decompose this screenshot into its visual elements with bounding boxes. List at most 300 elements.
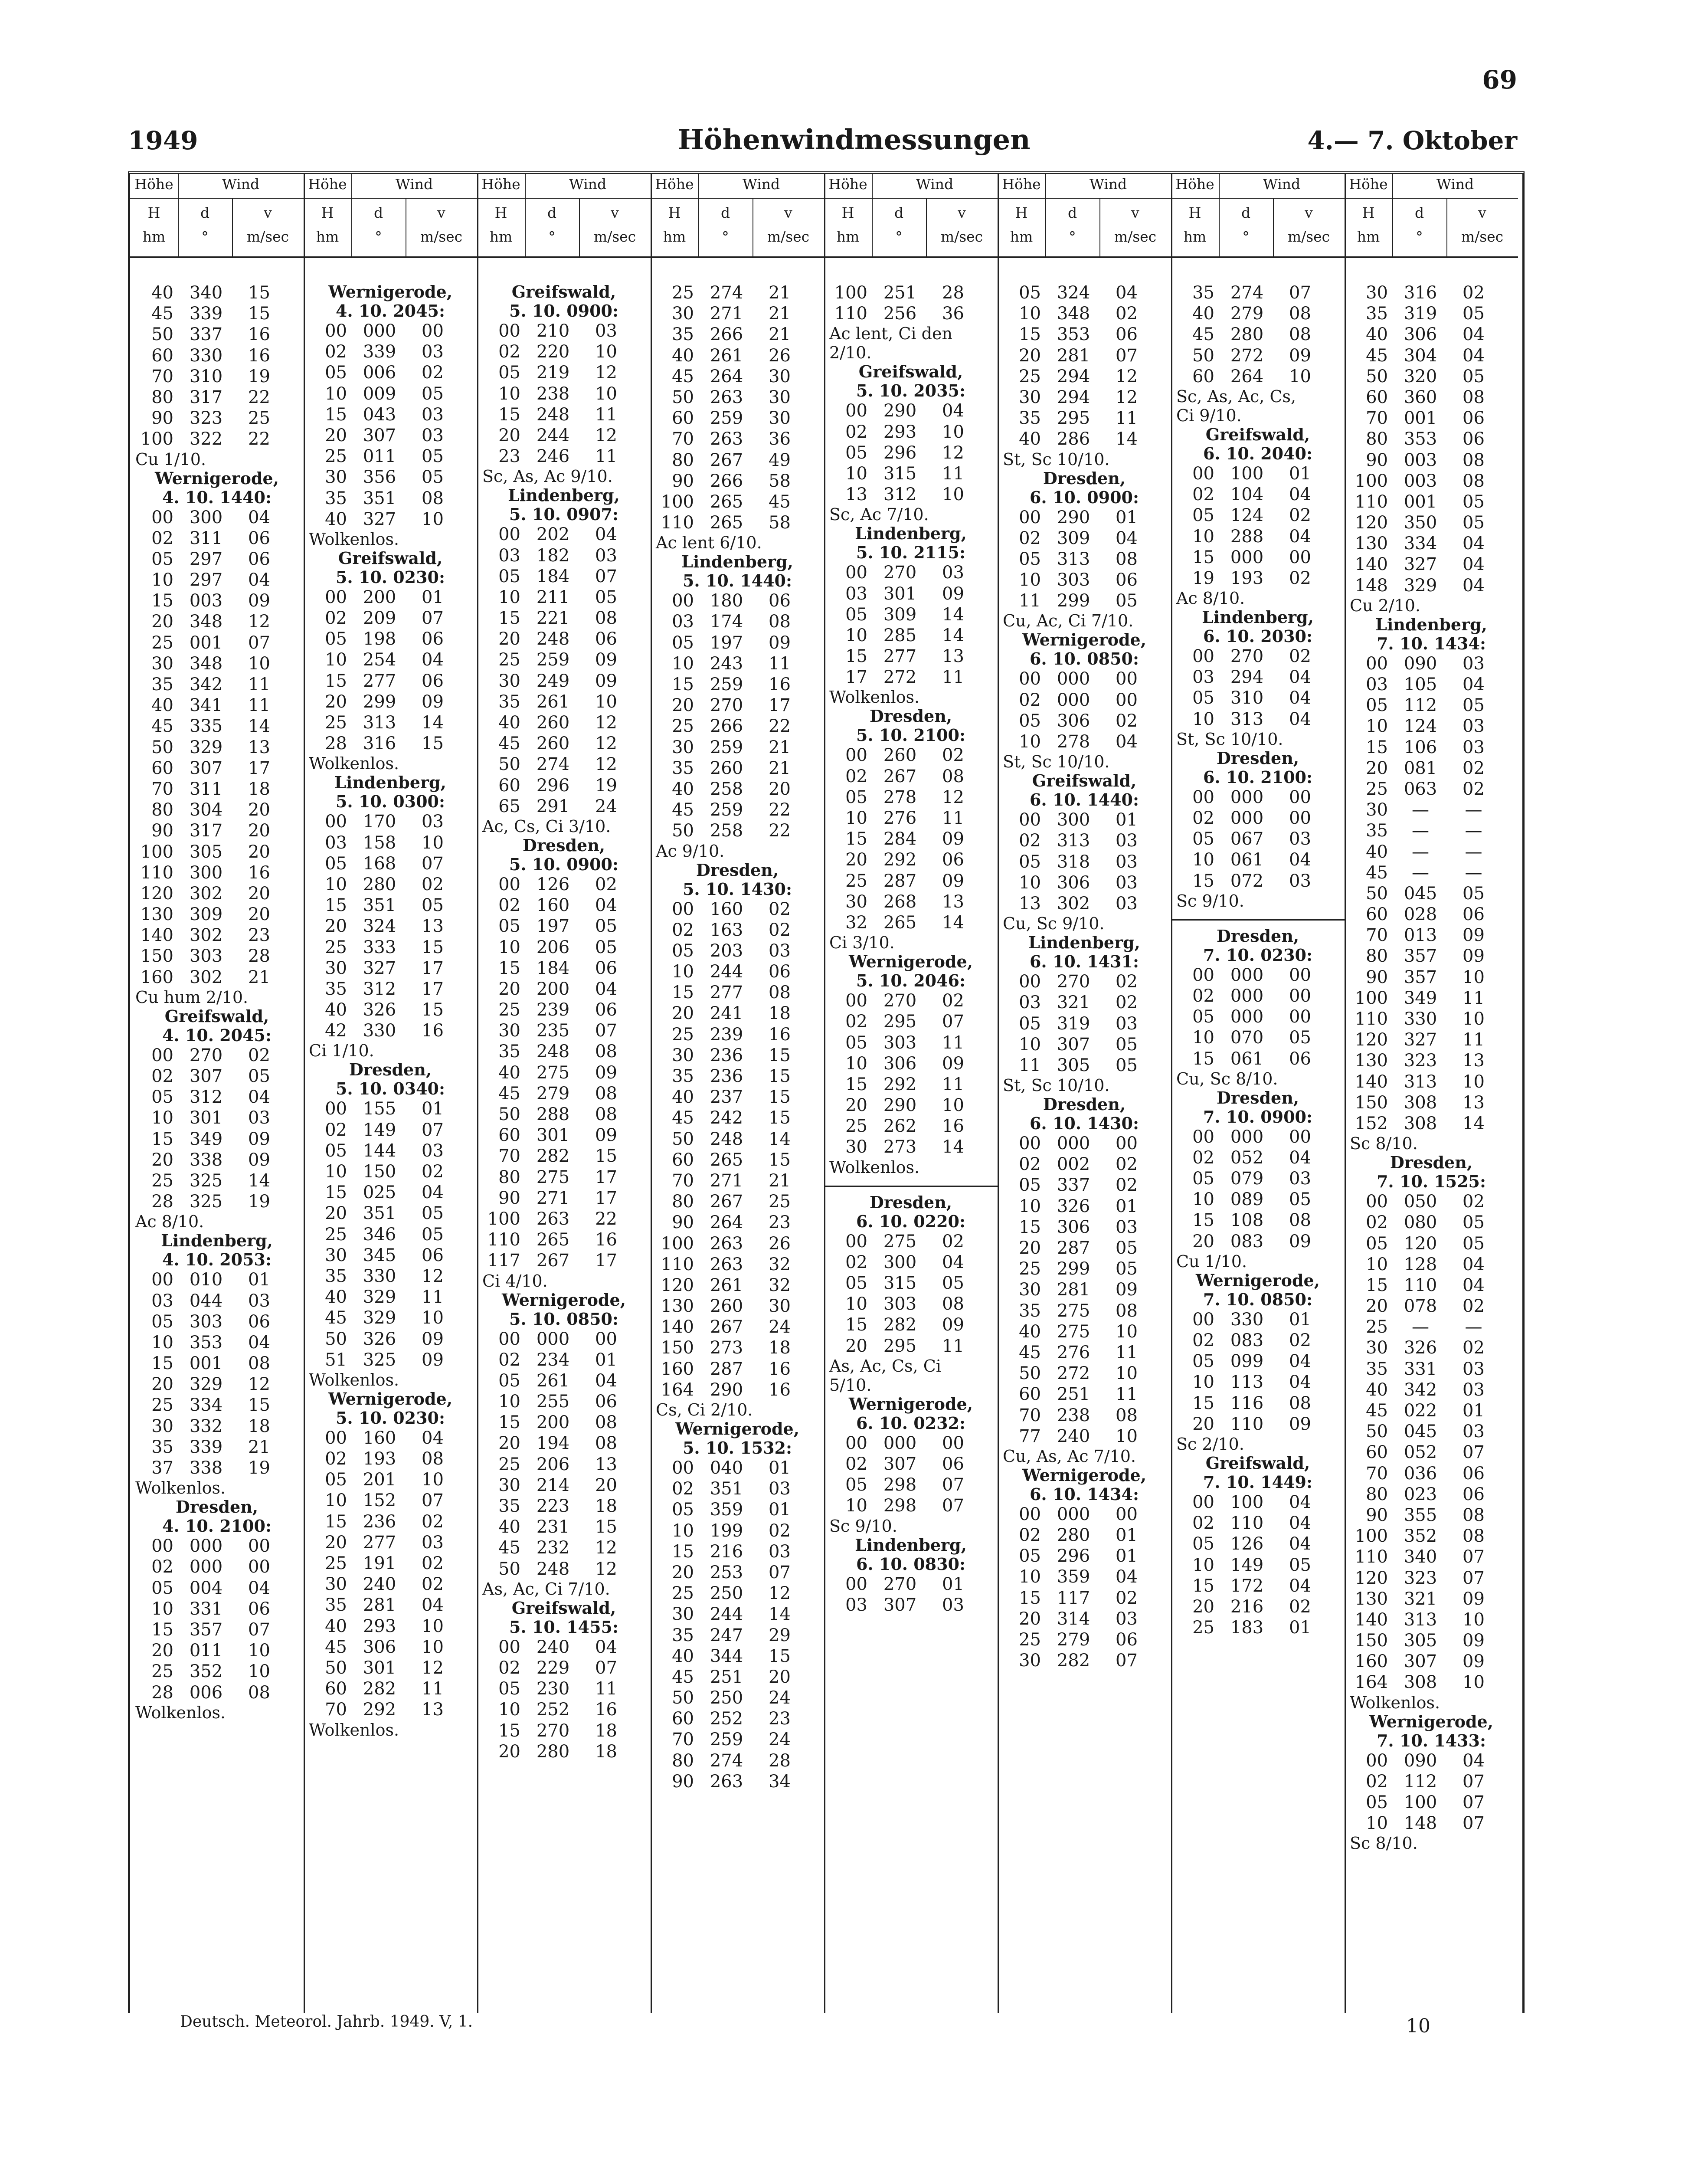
- table-row: [304, 958, 477, 979]
- table-row: [304, 916, 477, 937]
- direction-value: 126: [536, 874, 570, 894]
- speed-value: 24: [769, 1688, 791, 1708]
- height-value: 10: [1192, 1372, 1214, 1392]
- height-value: 20: [325, 1203, 347, 1224]
- table-row: [477, 566, 651, 587]
- direction-value: 160: [536, 895, 570, 916]
- speed-value: 09: [422, 1329, 444, 1349]
- direction-value: 307: [189, 758, 223, 778]
- table-row: [1345, 450, 1518, 471]
- table-row: [477, 1496, 651, 1517]
- header-v: v: [1478, 204, 1486, 221]
- table-row: [651, 820, 824, 841]
- direction-value: 323: [1404, 1051, 1437, 1071]
- speed-value: 15: [769, 1108, 791, 1128]
- height-value: 30: [845, 1137, 867, 1157]
- height-value: 40: [325, 1287, 347, 1307]
- speed-value: 12: [422, 1266, 444, 1286]
- speed-value: 09: [422, 691, 444, 712]
- speed-value: 03: [422, 404, 444, 425]
- direction-value: 293: [883, 422, 917, 442]
- speed-value: 07: [422, 1120, 444, 1140]
- height-value: 50: [672, 1688, 694, 1708]
- speed-value: 03: [942, 1595, 964, 1615]
- direction-value: 144: [363, 1140, 396, 1161]
- height-value: 02: [845, 766, 867, 786]
- height-value: 10: [498, 587, 520, 607]
- speed-value: 04: [1116, 283, 1138, 303]
- table-row: [304, 383, 477, 404]
- height-value: 10: [498, 1392, 520, 1412]
- direction-value: 303: [883, 1294, 917, 1314]
- speed-value: 05: [1463, 513, 1485, 533]
- height-value: 10: [325, 383, 347, 404]
- table-row: [304, 1678, 477, 1699]
- speed-value: 03: [422, 1140, 444, 1161]
- speed-value: 07: [248, 632, 270, 653]
- speed-value: 04: [1289, 1147, 1311, 1168]
- direction-value: 236: [363, 1511, 396, 1532]
- height-value: 10: [498, 937, 520, 957]
- height-value: 110: [1355, 1547, 1388, 1567]
- height-value: 15: [151, 1619, 173, 1640]
- direction-value: 011: [189, 1641, 223, 1661]
- speed-value: 04: [1116, 732, 1138, 752]
- height-value: 45: [1192, 324, 1214, 345]
- station-heading: Dresden,: [349, 1060, 432, 1080]
- speed-value: 06: [1116, 1630, 1138, 1650]
- direction-value: 265: [536, 1230, 570, 1250]
- table-row: [824, 1433, 998, 1454]
- speed-value: 09: [422, 1350, 444, 1370]
- direction-value: 124: [1230, 505, 1264, 526]
- speed-value: 00: [1289, 965, 1311, 985]
- direction-value: 313: [1404, 1609, 1437, 1630]
- direction-value: 250: [710, 1583, 743, 1604]
- header-h: H: [147, 204, 160, 221]
- height-value: 25: [1366, 779, 1388, 799]
- speed-value: 24: [769, 1730, 791, 1750]
- table-row: [130, 1556, 304, 1577]
- cloud-note: Sc 8/10.: [1350, 1134, 1418, 1153]
- height-value: 100: [661, 491, 694, 512]
- direction-value: 288: [1230, 526, 1264, 547]
- height-value: 152: [1355, 1113, 1388, 1134]
- direction-value: 310: [1230, 688, 1264, 708]
- speed-value: 02: [1289, 505, 1311, 526]
- table-row: [1345, 967, 1518, 988]
- speed-value: 24: [769, 1317, 791, 1337]
- table-row: [477, 425, 651, 446]
- column-header: [477, 174, 651, 258]
- table-row: [998, 1546, 1171, 1566]
- height-value: 70: [498, 1146, 520, 1166]
- height-value: 30: [1366, 1338, 1388, 1358]
- direction-value: 301: [536, 1125, 570, 1146]
- height-value: 164: [1355, 1672, 1388, 1693]
- direction-value: 303: [883, 1032, 917, 1053]
- height-value: 10: [1019, 304, 1041, 324]
- table-row: [1345, 904, 1518, 925]
- height-value: 03: [1192, 667, 1214, 688]
- direction-value: 244: [710, 1604, 743, 1625]
- table-row: [824, 1032, 998, 1053]
- direction-value: 261: [536, 1370, 570, 1391]
- speed-value: 16: [248, 862, 270, 883]
- table-row: [1171, 1231, 1345, 1252]
- direction-value: 280: [1057, 1525, 1090, 1546]
- height-value: 15: [1019, 1217, 1041, 1237]
- cloud-note: Wolkenlos.: [135, 1478, 226, 1498]
- header-hoehe: Höhe: [1002, 176, 1041, 193]
- height-value: 20: [325, 691, 347, 712]
- table-row: [477, 874, 651, 895]
- table-row: [824, 1294, 998, 1314]
- height-value: 40: [1192, 304, 1214, 324]
- station-heading: Dresden,: [1216, 926, 1299, 946]
- speed-value: 13: [942, 646, 964, 667]
- height-value: 05: [1019, 711, 1041, 731]
- header-wind: Wind: [1436, 176, 1474, 193]
- table-row: [304, 1574, 477, 1595]
- speed-value: 15: [769, 1045, 791, 1065]
- speed-value: 01: [769, 1458, 791, 1478]
- speed-value: 23: [769, 1212, 791, 1233]
- direction-value: 281: [363, 1595, 396, 1615]
- direction-value: 325: [363, 1350, 396, 1370]
- speed-value: 05: [1463, 1233, 1485, 1254]
- direction-value: 240: [363, 1574, 396, 1595]
- direction-value: 316: [363, 734, 396, 754]
- table-row: [998, 345, 1171, 366]
- speed-value: 18: [595, 1720, 617, 1741]
- height-value: 02: [325, 1120, 347, 1140]
- table-row: [1171, 871, 1345, 891]
- direction-value: 307: [363, 425, 396, 446]
- table-row: [651, 1625, 824, 1646]
- height-value: 15: [325, 404, 347, 425]
- height-value: 130: [1355, 1051, 1388, 1071]
- header-hm: hm: [1010, 228, 1033, 245]
- speed-value: 07: [1463, 1813, 1485, 1834]
- table-row: [130, 408, 304, 429]
- direction-value: 339: [363, 342, 396, 362]
- table-row: [824, 1095, 998, 1116]
- height-value: 20: [498, 979, 520, 999]
- speed-value: 11: [942, 808, 964, 828]
- table-row: [477, 916, 651, 937]
- direction-value: 248: [710, 1129, 743, 1149]
- speed-value: 05: [1289, 1555, 1311, 1575]
- cloud-note: Cu, As, Ac 7/10.: [1003, 1446, 1136, 1466]
- header-degree: °: [1069, 228, 1076, 245]
- speed-value: 15: [769, 1150, 791, 1170]
- height-value: 15: [1366, 737, 1388, 757]
- station-heading: Wernigerode,: [328, 282, 452, 301]
- speed-value: 10: [1463, 1672, 1485, 1693]
- table-row: [824, 1273, 998, 1294]
- speed-value: 04: [1289, 485, 1311, 505]
- table-row: [130, 799, 304, 820]
- table-row: [1171, 1492, 1345, 1513]
- direction-value: 278: [883, 787, 917, 807]
- speed-value: 04: [1463, 345, 1485, 366]
- height-value: 35: [325, 1266, 347, 1286]
- height-value: 11: [1019, 591, 1041, 611]
- station-heading: 4. 10. 2045:: [162, 1025, 272, 1045]
- direction-value: 110: [1404, 1275, 1437, 1295]
- table-row: [1345, 1212, 1518, 1233]
- height-value: 00: [325, 1428, 347, 1448]
- speed-value: 12: [595, 425, 617, 446]
- table-row: [1345, 1317, 1518, 1337]
- table-row: [304, 425, 477, 446]
- speed-value: 08: [1463, 1505, 1485, 1525]
- height-value: 25: [845, 1116, 867, 1137]
- direction-value: 193: [363, 1449, 396, 1469]
- table-row: [1345, 1442, 1518, 1463]
- direction-value: 338: [189, 1458, 223, 1478]
- direction-value: 255: [536, 1392, 570, 1412]
- table-row: [304, 1020, 477, 1041]
- header-wind: Wind: [742, 176, 780, 193]
- direction-value: 278: [1057, 732, 1090, 752]
- table-row: [1171, 1617, 1345, 1638]
- speed-value: 05: [595, 937, 617, 957]
- direction-value: 300: [189, 862, 223, 883]
- height-value: 20: [325, 916, 347, 937]
- direction-value: 305: [1404, 1631, 1437, 1651]
- height-value: 20: [1366, 758, 1388, 778]
- direction-value: 312: [363, 979, 396, 999]
- station-heading: 7. 10. 0850:: [1203, 1289, 1313, 1309]
- height-value: 40: [1019, 1321, 1041, 1342]
- speed-value: 02: [422, 1511, 444, 1532]
- speed-value: 03: [1116, 893, 1138, 914]
- table-row: [130, 1458, 304, 1478]
- table-row: [1345, 695, 1518, 716]
- height-value: 40: [498, 713, 520, 733]
- table-row: [1345, 1589, 1518, 1609]
- height-value: 00: [672, 1458, 694, 1478]
- table-row: [130, 590, 304, 611]
- table-row: [304, 832, 477, 853]
- speed-value: 09: [1463, 925, 1485, 946]
- table-row: [304, 321, 477, 341]
- header-d: d: [200, 204, 210, 221]
- table-row: [130, 904, 304, 925]
- table-row: [651, 611, 824, 632]
- speed-value: 16: [248, 324, 270, 345]
- speed-value: 09: [1463, 1589, 1485, 1609]
- speed-value: 22: [248, 387, 270, 407]
- column-header: [998, 174, 1171, 258]
- direction-value: 317: [189, 821, 223, 841]
- speed-value: 07: [595, 566, 617, 586]
- speed-value: 03: [769, 1479, 791, 1499]
- height-value: 05: [672, 940, 694, 961]
- height-value: 28: [325, 734, 347, 754]
- table-row: [477, 1104, 651, 1125]
- table-row: [1171, 1189, 1345, 1210]
- table-row: [130, 1416, 304, 1437]
- table-row: [130, 779, 304, 799]
- direction-value: 043: [363, 404, 396, 425]
- speed-value: 19: [248, 1192, 270, 1212]
- direction-value: 009: [363, 383, 396, 404]
- height-value: 20: [845, 1336, 867, 1356]
- table-row: [1345, 554, 1518, 575]
- speed-value: 12: [1116, 366, 1138, 387]
- speed-value: 28: [942, 283, 964, 303]
- station-heading: Greifswald,: [1032, 771, 1137, 791]
- speed-value: 07: [422, 1491, 444, 1511]
- speed-value: 08: [595, 608, 617, 629]
- speed-value: 22: [769, 800, 791, 820]
- speed-value: 04: [1463, 1254, 1485, 1275]
- height-value: 15: [845, 1074, 867, 1094]
- station-heading: Dresden,: [1043, 1094, 1126, 1114]
- speed-value: 05: [595, 916, 617, 937]
- direction-value: 252: [536, 1700, 570, 1720]
- direction-value: 265: [710, 1150, 743, 1170]
- table-row: [651, 1646, 824, 1667]
- height-value: 05: [1192, 688, 1214, 708]
- direction-value: 155: [363, 1099, 396, 1119]
- direction-value: 000: [1057, 690, 1090, 710]
- station-heading: 5. 10. 0300:: [335, 792, 445, 812]
- cloud-note: Ac 9/10.: [656, 841, 725, 861]
- height-value: 70: [325, 1700, 347, 1720]
- station-heading: Greifswald,: [511, 1598, 616, 1618]
- speed-value: —: [1465, 1317, 1482, 1337]
- speed-value: 04: [942, 401, 964, 421]
- table-row: [651, 899, 824, 920]
- direction-value: 100: [1230, 463, 1264, 484]
- direction-value: 329: [189, 737, 223, 757]
- direction-value: 267: [536, 1251, 570, 1271]
- speed-value: 03: [595, 321, 617, 341]
- table-row: [651, 324, 824, 345]
- direction-value: 342: [1404, 1379, 1437, 1400]
- height-value: 30: [672, 1045, 694, 1065]
- column-body: [477, 282, 651, 1762]
- direction-value: 306: [1057, 872, 1090, 893]
- speed-value: 20: [769, 779, 791, 799]
- direction-value: 355: [1404, 1505, 1437, 1525]
- height-value: 05: [845, 1475, 867, 1495]
- table-row: [1345, 1400, 1518, 1421]
- speed-value: 07: [595, 1658, 617, 1678]
- table-row: [304, 1224, 477, 1245]
- height-value: 25: [325, 937, 347, 957]
- direction-value: 000: [1230, 965, 1264, 985]
- speed-value: 03: [1289, 871, 1311, 891]
- speed-value: 16: [942, 1116, 964, 1137]
- direction-value: 275: [1057, 1321, 1090, 1342]
- direction-value: 050: [1404, 1192, 1437, 1212]
- height-value: 40: [1366, 324, 1388, 345]
- table-row: [477, 1209, 651, 1229]
- speed-value: 05: [1289, 1028, 1311, 1048]
- height-value: 03: [1366, 675, 1388, 695]
- direction-value: —: [1412, 1317, 1429, 1337]
- height-value: 10: [498, 383, 520, 404]
- height-value: 160: [140, 967, 173, 987]
- cloud-note: Ac lent 6/10.: [656, 533, 762, 553]
- table-row: [651, 1254, 824, 1275]
- header-d: d: [720, 204, 730, 221]
- cloud-note: As, Ac, Cs, Ci: [829, 1356, 941, 1376]
- table-row: [824, 1074, 998, 1095]
- speed-value: 16: [595, 1230, 617, 1250]
- direction-value: 298: [883, 1475, 917, 1495]
- direction-value: 220: [536, 342, 570, 362]
- height-value: 100: [1355, 988, 1388, 1008]
- header-d: d: [1414, 204, 1424, 221]
- direction-value: 003: [1404, 450, 1437, 470]
- station-heading: Greifswald,: [1205, 1453, 1310, 1473]
- direction-value: 258: [710, 779, 743, 799]
- direction-value: 326: [1057, 1196, 1090, 1216]
- height-value: 35: [498, 1042, 520, 1062]
- height-value: 15: [151, 1353, 173, 1374]
- height-value: 10: [1019, 1034, 1041, 1055]
- height-value: 35: [672, 1625, 694, 1645]
- direction-value: 351: [363, 1203, 396, 1224]
- table-row: [130, 1640, 304, 1661]
- table-row: [304, 671, 477, 691]
- height-value: 30: [325, 958, 347, 978]
- table-row: [477, 979, 651, 999]
- table-row: [304, 853, 477, 874]
- table-row: [130, 282, 304, 303]
- table-row: [1345, 946, 1518, 967]
- table-row: [651, 1499, 824, 1520]
- speed-value: 04: [1463, 575, 1485, 596]
- station-heading: 6. 10. 0220:: [856, 1211, 966, 1231]
- speed-value: 04: [1289, 526, 1311, 547]
- table-row: [998, 429, 1171, 449]
- speed-value: 24: [595, 796, 617, 816]
- height-value: 40: [1366, 1379, 1388, 1400]
- direction-value: 357: [1404, 967, 1437, 987]
- direction-value: 100: [1404, 1792, 1437, 1812]
- speed-value: 09: [942, 1315, 964, 1335]
- cloud-note: Wolkenlos.: [309, 754, 399, 773]
- direction-value: 006: [363, 363, 396, 383]
- table-row: [304, 1490, 477, 1511]
- height-value: 110: [661, 1254, 694, 1275]
- direction-value: 172: [1230, 1576, 1264, 1596]
- direction-value: 282: [536, 1146, 570, 1166]
- speed-value: 08: [1463, 471, 1485, 491]
- header-h: H: [1188, 204, 1201, 221]
- height-value: 02: [845, 1012, 867, 1032]
- direction-value: 236: [710, 1045, 743, 1065]
- table-row: [1171, 1576, 1345, 1596]
- speed-value: 10: [1116, 1426, 1138, 1446]
- header-wind: Wind: [916, 176, 954, 193]
- direction-value: 089: [1230, 1189, 1264, 1210]
- height-value: 15: [1019, 324, 1041, 345]
- speed-value: 07: [1463, 1792, 1485, 1812]
- direction-value: 081: [1404, 758, 1437, 778]
- direction-value: 270: [189, 1045, 223, 1065]
- table-row: [1345, 1233, 1518, 1254]
- speed-value: 01: [1116, 1196, 1138, 1216]
- table-row: [998, 1363, 1171, 1384]
